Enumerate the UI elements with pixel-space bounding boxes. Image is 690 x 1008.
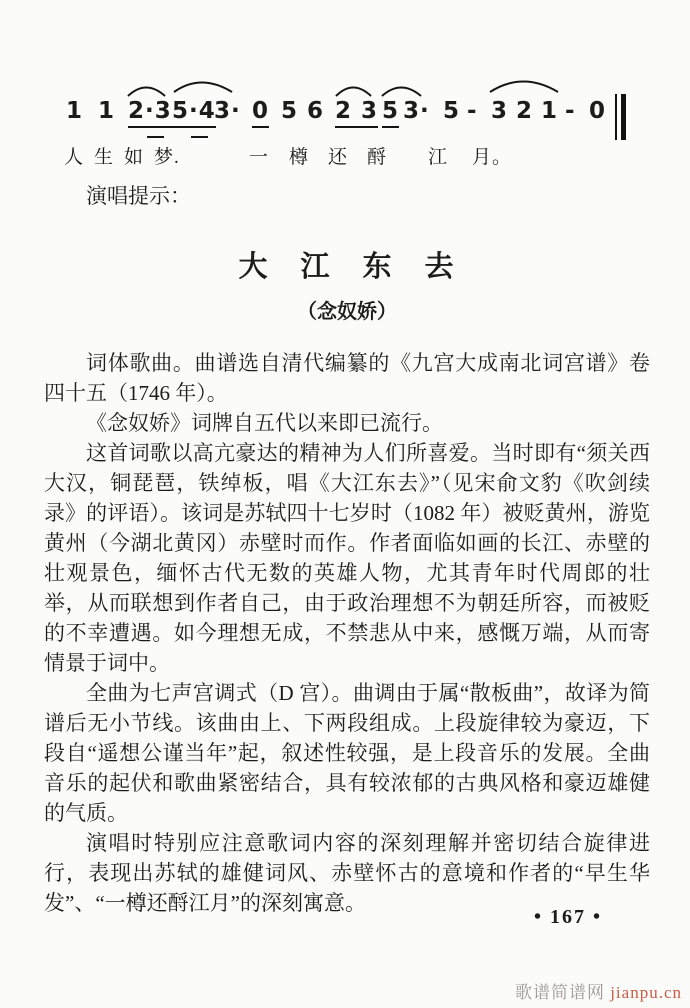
sixteenth-beam (147, 136, 164, 138)
jianpu-note: 1 (66, 98, 84, 124)
jianpu-note-group: 5·4 (172, 98, 216, 128)
performance-hint-label: 演唱提示： (86, 184, 191, 208)
jianpu-note: 5 (382, 98, 399, 128)
lyric-char: 月。 (472, 147, 513, 168)
jianpu-note: 3· (403, 98, 430, 124)
jianpu-note: 5 (443, 98, 461, 124)
jianpu-note: 5 (281, 98, 299, 124)
jianpu-rest: 0 (252, 98, 269, 128)
description-text (44, 348, 650, 918)
jianpu-note-group: 2·3 (128, 98, 172, 128)
lyric-char: 人 (64, 147, 85, 168)
sixteenth-beam (191, 136, 208, 138)
page-content (44, 180, 650, 918)
final-barline-thin (615, 94, 617, 140)
final-barline-thick (621, 94, 626, 140)
tune-name-subtitle: （念奴娇） (297, 301, 397, 323)
watermark-site-name: 歌谱简谱网 (514, 983, 605, 1002)
page-number: • 167 • (533, 906, 602, 928)
lyric-char: 江 (428, 147, 449, 168)
jianpu-rest: 0 (589, 98, 607, 124)
jianpu-note-group: 2 3 (335, 98, 378, 128)
jianpu-note: 3· (214, 98, 241, 124)
song-title: 大 江 东 去 (238, 251, 456, 283)
lyric-char: 生 (94, 147, 115, 168)
watermark-site-url: jianpu.cn (610, 983, 682, 1002)
jianpu-notation (0, 0, 690, 175)
jianpu-note: 6 (307, 98, 325, 124)
lyric-char: 还 (328, 147, 349, 168)
paragraph-poem-background: 这首词歌以高亢豪达的精神为人们所喜爱。当时即有“须关西大汉，铜琵琶，铁绰板，唱《大江东去》”（见宋俞文豹《吹剑续录》的评语）。该词是苏轼四十七岁时（1082 年）被贬黄州，游览黄州（今湖北黄冈）赤壁时而作。作者面临如画的长江、赤壁的壮观景色，缅怀古代无数的英雄人物，尤其青年时代周郎的壮举，从而联想到作者自己，由于政治理想不为朝廷所容，而被贬的不幸遭遇。如今理想无成，不禁悲从中来，感慨万端，从而寄情景于词中。 (44, 441, 650, 675)
paragraph-origin: 词体歌曲。曲谱选自清代编纂的《九宫大成南北词宫谱》卷四十五（1746 年）。 (44, 351, 650, 405)
lyric-char: 酹 (367, 147, 388, 168)
lyric-char: 樽 (289, 147, 310, 168)
jianpu-note: 1 (541, 98, 559, 124)
jianpu-dash: - (467, 98, 478, 124)
paragraph-singing-advice: 演唱时特别应注意歌词内容的深刻理解并密切结合旋律进行，表现出苏轼的雄健词风、赤壁怀古的意境和作者的“早生华发”、“一樽还酹江月”的深刻寓意。 (44, 831, 650, 915)
lyric-char: 一 (249, 147, 270, 168)
jianpu-note: 3 (491, 98, 509, 124)
jianpu-dash: - (565, 98, 576, 124)
paragraph-cipai-history: 《念奴娇》词牌自五代以来即已流行。 (86, 411, 443, 435)
watermark (515, 978, 682, 1003)
lyric-char: 如 (124, 147, 145, 168)
jianpu-note: 2 (516, 98, 534, 124)
lyric-char: 梦. (154, 147, 180, 168)
paragraph-musical-analysis: 全曲为七声宫调式（D 宫）。曲调由于属“散板曲”，故译为简谱后无小节线。该曲由上、下两段组成。上段旋律较为豪迈，下段自“遥想公谨当年”起，叙述性较强，是上段音乐的发展。全曲音乐的起伏和歌曲紧密结合，具有较浓郁的古典风格和豪迈雄健的气质。 (44, 681, 650, 825)
jianpu-note: 1 (98, 98, 116, 124)
